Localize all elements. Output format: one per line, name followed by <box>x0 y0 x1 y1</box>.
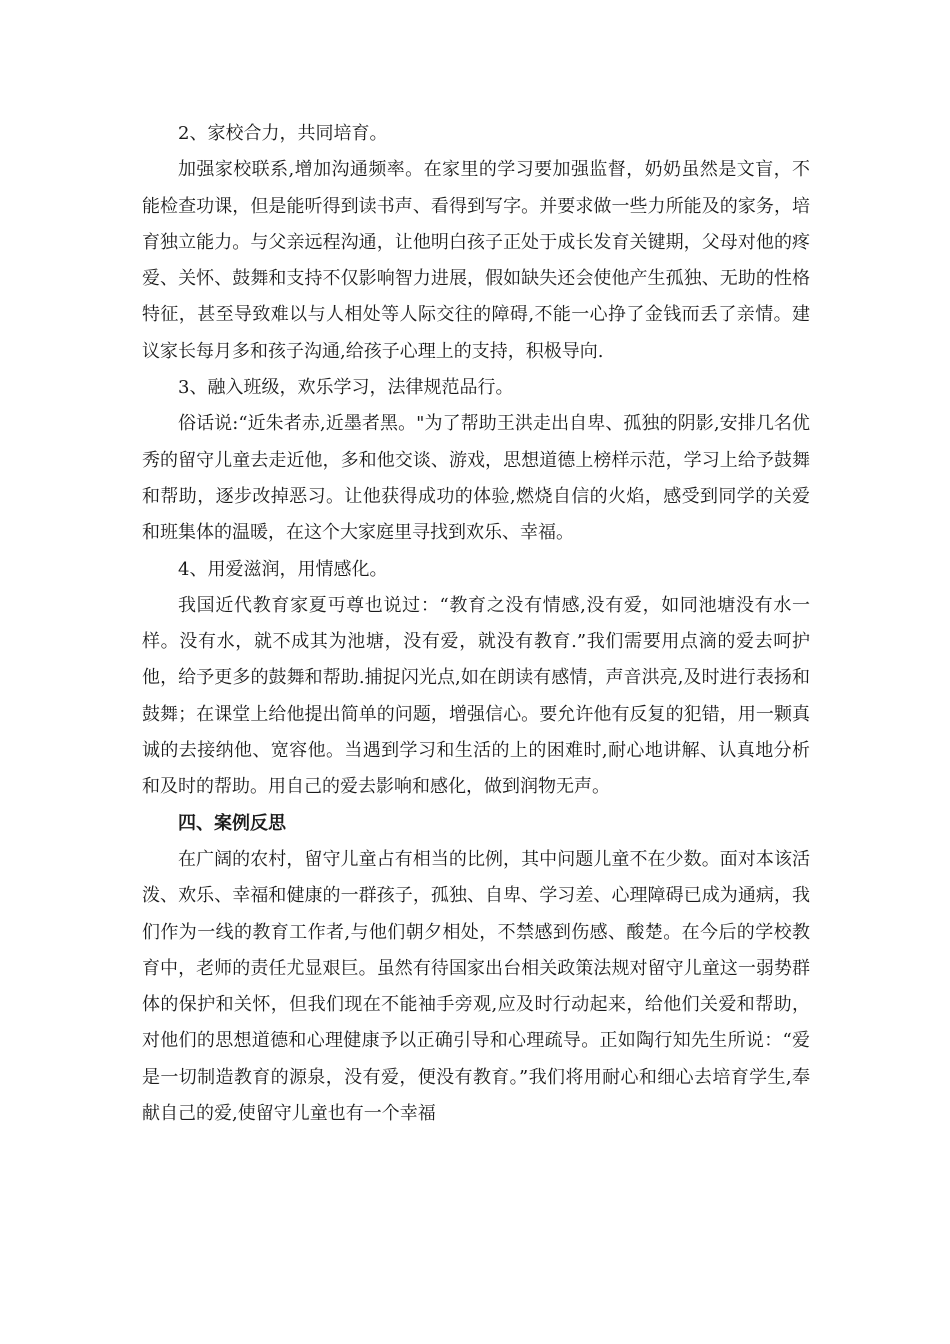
section-heading-2: 2、家校合力，共同培育。 <box>178 123 388 144</box>
section-heading-4: 4、用爱滋润，用情感化。 <box>178 558 388 580</box>
paragraph-class-integration: 俗话说:“近朱者赤,近墨者黑。"为了帮助王洪走出自卑、孤独的阴影,安排几名优秀的留守儿童去走近他，多和他交谈、游戏，思想道德上榜样示范，学习上给予鼓舞和帮助，逐步改掉恶习。让他获得成功的体验,燃烧自信的火焰，感受到同学的关爱和班集体的温暖，在这个大家庭里寻找到欢乐、幸福。 <box>142 413 810 544</box>
paragraph-home-school: 加强家校联系,增加沟通频率。在家里的学习要加强监督，奶奶虽然是文盲，不能检查功课，但是能听得到读书声、看得到写字。并要求做一些力所能及的家务，培育独立能力。与父亲远程沟通，让他明白孩子正处于成长发育关键期，父母对他的疼爱、关怀、鼓舞和支持不仅影响智力进展，假如缺失还会使他产生孤独、无助的性格特征，甚至导致难以与人相处等人际交往的障碍,不能一心挣了金钱而丢了亲情。建议家长每月多和孩子沟通,给孩子心理上的支持，积极导向. <box>142 159 810 362</box>
section-heading-3: 3、融入班级，欢乐学习，法律规范品行。 <box>178 377 514 399</box>
paragraph-love-nurture: 我国近代教育家夏丏尊也说过：“教育之没有情感,没有爱，如同池塘没有水一样。没有水，就不成其为池塘，没有爱，就没有教育.”我们需要用点滴的爱去呵护他，给予更多的鼓舞和帮助.捕捉闪光点,如在朗读有感情，声音洪亮,及时进行表扬和鼓舞；在课堂上给他提出简单的问题，增强信心。要允许他有反复的犯错，用一颗真诚的去接纳他、宽容他。当遇到学习和生活的上的困难时,耐心地讲解、认真地分析和及时的帮助。用自己的爱去影响和感化，做到润物无声。 <box>142 594 810 798</box>
paragraph-reflection: 在广阔的农村，留守儿童占有相当的比例，其中问题儿童不在少数。面对本该活泼、欢乐、幸福和健康的一群孩子，孤独、自卑、学习差、心理障碍已成为通病，我们作为一线的教育工作者,与他们朝夕相处，不禁感到伤感、酸楚。在今后的学校教育中，老师的责任尤显艰巨。虽然有待国家出台相关政策法规对留守儿童这一弱势群体的保护和关怀，但我们现在不能袖手旁观,应及时行动起来，给他们关爱和帮助，对他们的思想道德和心理健康予以正确引导和心理疏导。正如陶行知先生所说：“爱是一切制造教育的源泉，没有爱，便没有教育。”我们将用耐心和细心去培育学生,奉献自己的爱,使留守儿童也有一个幸福 <box>142 848 810 1125</box>
document-body <box>142 116 810 1132</box>
section-heading-case-reflection: 四、案例反思 <box>178 812 286 834</box>
